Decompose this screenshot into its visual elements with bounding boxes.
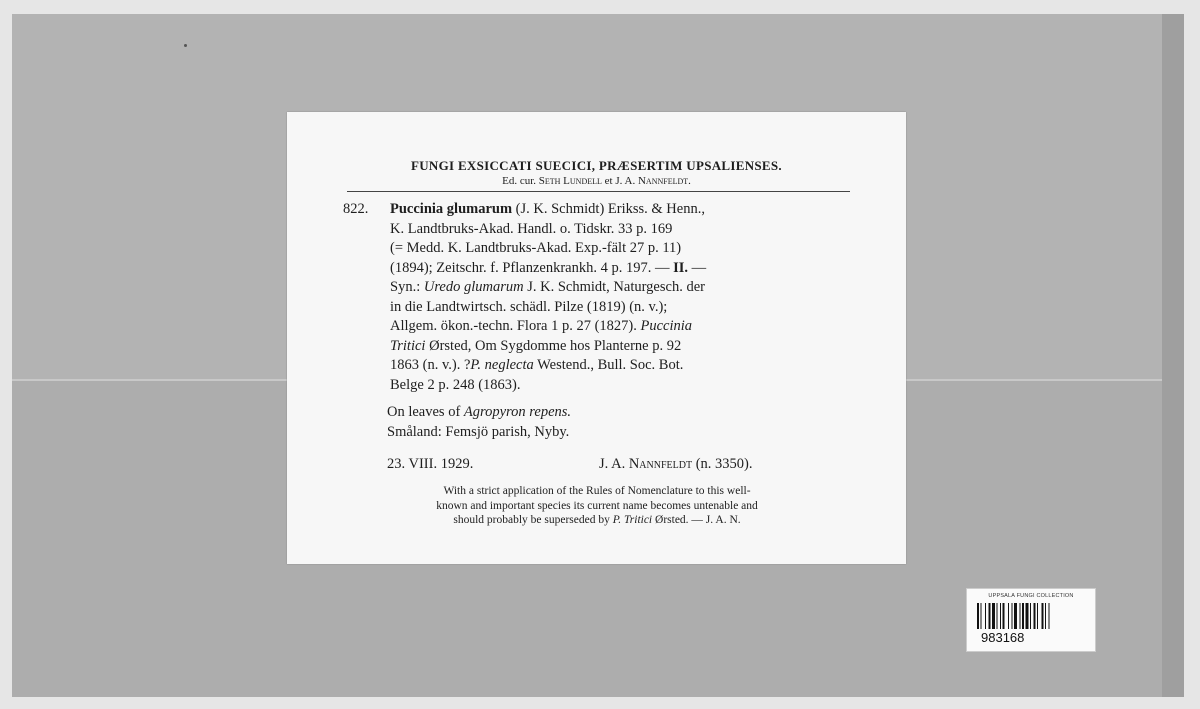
citation-line: Belge 2 p. 248 (1863). xyxy=(390,376,521,393)
editor-2: J. A. Nannfeldt. xyxy=(615,175,691,187)
citation-line: Allgem. ökon.-techn. Flora 1 p. 27 (1827). Puccinia xyxy=(390,318,693,334)
locality-line: Småland: Femsjö parish, Nyby. xyxy=(387,423,570,440)
barcode-number: 983168 xyxy=(981,630,1025,645)
citation-line: in die Landtwirtsch. schädl. Pilze (1819) (n. v.); xyxy=(390,298,668,315)
citation-line: (= Medd. K. Landtbruks-Akad. Exp.-fält 27 p. 11) xyxy=(390,240,682,256)
editors-line xyxy=(287,175,906,187)
barcode-institution: UPPSALA FUNGI COLLECTION xyxy=(988,593,1074,599)
citation-line: 1863 (n. v.). ?P. neglecta Westend., Bull. Soc. Bot. xyxy=(390,357,684,373)
host-locality xyxy=(387,403,571,442)
editors-prefix: Ed. cur. xyxy=(502,175,537,187)
sheet-shadow xyxy=(1162,14,1184,697)
citation-line: (1894); Zeitschr. f. Pflanzenkrankh. 4 p. 197. — II. — xyxy=(390,259,707,276)
editors-join: et xyxy=(604,175,613,187)
citation-body xyxy=(390,200,853,395)
citation-line: Tritici Ørsted, Om Sygdomme hos Planterne p. 92 xyxy=(390,337,682,354)
species-name: Puccinia glumarum xyxy=(390,201,513,217)
nomenclature-note: With a strict application of the Rules of Nomenclature to this well- known and important species its current name becomes untenable and should probably be superseded by P. Tritici Ørsted. — J. A. N. xyxy=(436,485,758,526)
citation-line: K. Landtbruks-Akad. Handl. o. Tidskr. 33 p. 169 xyxy=(390,220,673,237)
barcode-bars xyxy=(977,603,1085,629)
header-divider xyxy=(347,191,850,192)
citation-line: Syn.: Uredo glumarum J. K. Schmidt, Naturgesch. der xyxy=(390,279,705,295)
label-header xyxy=(287,158,906,187)
host-line: On leaves of Agropyron repens. xyxy=(387,404,572,420)
exsiccata-number: 822. xyxy=(343,201,369,217)
collection-date: 23. VIII. 1929. xyxy=(387,456,474,472)
collector: J. A. Nannfeldt (n. 3350). xyxy=(599,456,753,472)
barcode-label xyxy=(966,588,1096,652)
citation-entry xyxy=(343,200,853,395)
editor-1: Seth Lundell xyxy=(538,175,602,187)
citation-line: Puccinia glumarum (J. K. Schmidt) Erikss. & Henn., xyxy=(390,201,705,217)
specimen-label xyxy=(287,112,906,564)
speck xyxy=(184,44,187,47)
host-plant: Agropyron repens. xyxy=(463,404,572,420)
series-title: FUNGI EXSICCATI SUECICI, PRÆSERTIM UPSALIENSES. xyxy=(411,158,782,173)
